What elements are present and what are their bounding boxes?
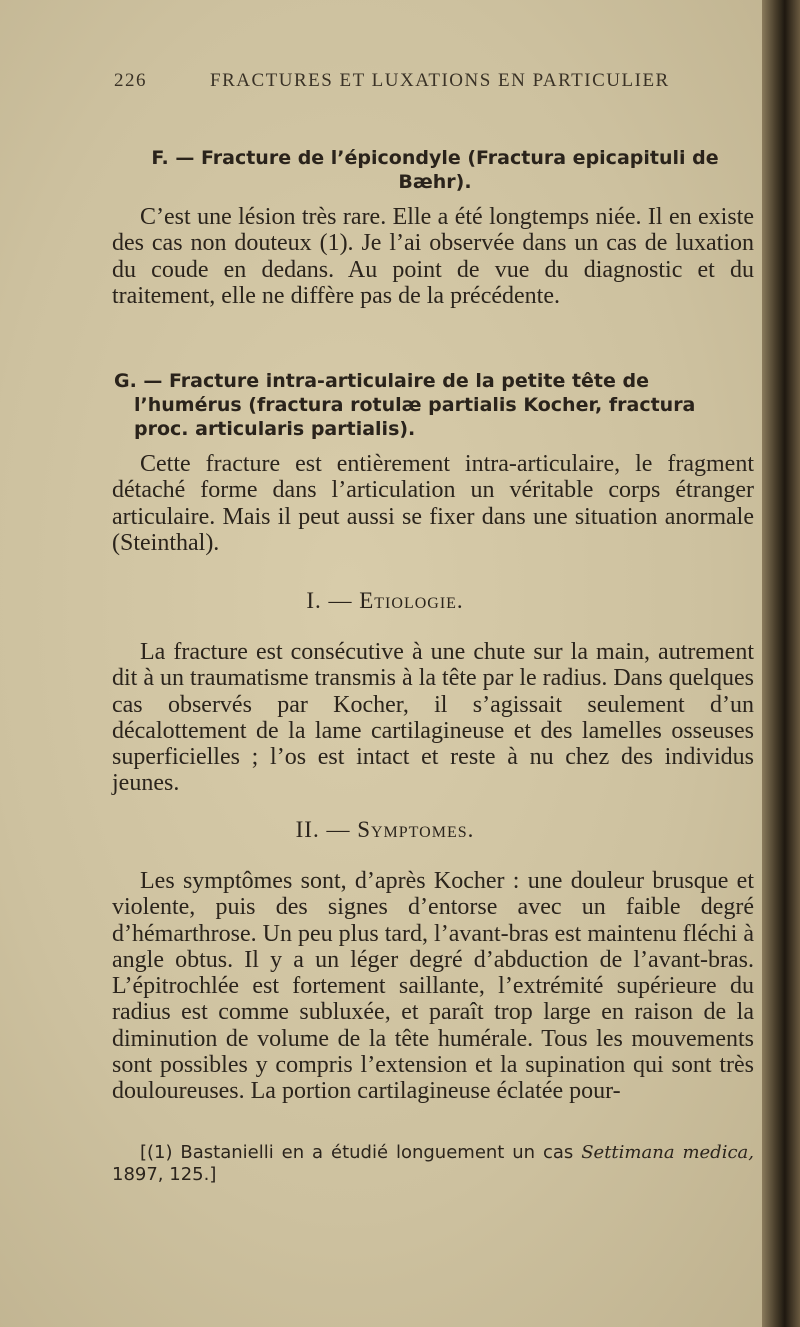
footnote	[112, 1142, 754, 1186]
book-spine-shadow	[762, 0, 800, 1327]
footnote-citation: 1897, 125.]	[112, 1164, 217, 1185]
etiologie-heading	[0, 588, 770, 614]
footnote-journal: Settimana medica,	[581, 1142, 754, 1163]
section-f-paragraph: C’est une lésion très rare. Elle a été longtemps niée. Il en existe des cas non douteux (1). Je l’ai observée dans un cas de luxation du coude en dedans. Au point de vue du diagnostic et du traitement, elle ne diffère pas de la précédente.	[112, 204, 754, 309]
running-head-title: FRACTURES ET LUXATIONS EN PARTICULIER	[210, 70, 670, 91]
symptomes-heading	[0, 817, 770, 843]
etiologie-paragraph: La fracture est consécutive à une chute sur la main, autrement dit à un traumatisme transmis à la tête par le radius. Dans quelques cas observés par Kocher, il s’agissait seulement d’un décalottement de la lame cartilagineuse et des lamelles osseuses superficielles ; l’os est intact et reste à nu chez des individus jeunes.	[112, 639, 754, 797]
section-g-heading: G. — Fracture intra-articulaire de la petite tête de l’humérus (fractura rotulæ partialis Kocher, fractura proc. articularis partialis).	[114, 370, 696, 440]
page-number: 226	[114, 70, 147, 91]
running-head	[114, 70, 674, 100]
symptomes-number: II. —	[295, 817, 351, 842]
etiologie-title: Etiologie.	[359, 588, 464, 613]
etiologie-number: I. —	[306, 588, 353, 613]
symptomes-title: Symptomes.	[357, 817, 475, 842]
symptomes-paragraph: Les symptômes sont, d’après Kocher : une douleur brusque et violente, puis des signes d’entorse avec un faible degré d’hémarthrose. Un peu plus tard, l’avant-bras est maintenu fléchi à angle obtus. Il y a un léger degré d’abduction de l’avant-bras. L’épitrochlée est fortement saillante, l’extrémité supérieure du radius est comme subluxée, et paraît trop large en raison de la diminution de volume de la tête humérale. Tous les mouvements sont possibles y compris l’extension et la supination qui sont très douloureuses. La portion cartilagineuse éclatée pour-	[112, 868, 754, 1105]
section-g-paragraph: Cette fracture est entièrement intra-articulaire, le fragment détaché forme dans l’articulation un véritable corps étranger articulaire. Mais il peut aussi se fixer dans une situation anormale (Steinthal).	[112, 451, 754, 556]
section-f-heading: F. — Fracture de l’épicondyle (Fractura epicapituli de Bæhr).	[151, 147, 719, 193]
footnote-text: [(1) Bastanielli en a étudié longuement un cas	[140, 1142, 574, 1163]
